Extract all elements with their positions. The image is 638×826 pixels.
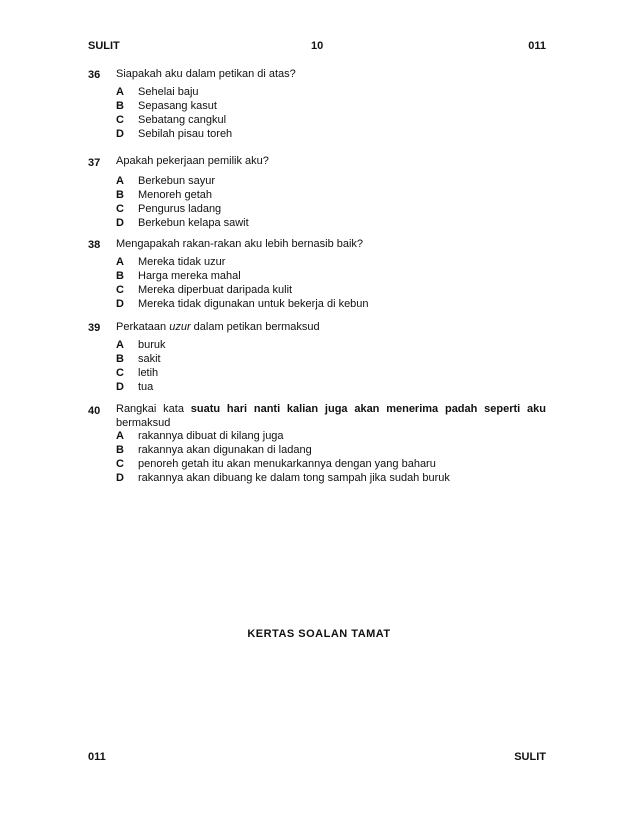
option-text: rakannya akan digunakan di ladang xyxy=(138,444,312,456)
option-text: Sebatang cangkul xyxy=(138,114,227,126)
question-text xyxy=(116,402,546,430)
question-text-part: bermaksud xyxy=(116,417,171,429)
question-text-italic: uzur xyxy=(169,321,191,333)
option-text: Sehelai baju xyxy=(138,86,199,98)
option-letter: A xyxy=(116,86,124,98)
question-number: 40 xyxy=(88,405,101,417)
option-letter: C xyxy=(116,367,124,379)
question-number: 38 xyxy=(88,239,101,251)
question-text-part: Perkataan xyxy=(116,321,170,333)
option-letter: D xyxy=(116,217,124,229)
option-text: buruk xyxy=(138,339,166,351)
question-text-bold: suatu hari nanti kalian juga akan menerima padah seperti aku xyxy=(190,403,546,415)
option-letter: C xyxy=(116,284,124,296)
option-text: Berkebun kelapa sawit xyxy=(138,217,249,229)
option-text: Harga mereka mahal xyxy=(138,270,241,282)
option-letter: B xyxy=(116,270,124,282)
option-text: Berkebun sayur xyxy=(138,175,216,187)
option-letter: D xyxy=(116,128,124,140)
option-text: rakannya akan dibuang ke dalam tong sampah jika sudah buruk xyxy=(138,472,450,484)
option-letter: B xyxy=(116,444,124,456)
footer-left: 011 xyxy=(88,751,106,763)
option-letter: C xyxy=(116,203,124,215)
option-letter: A xyxy=(116,430,124,442)
question-text: Apakah pekerjaan pemilik aku? xyxy=(116,155,269,167)
question-number: 37 xyxy=(88,157,101,169)
option-letter: B xyxy=(116,100,124,112)
option-letter: A xyxy=(116,256,124,268)
option-text: tua xyxy=(138,381,154,393)
header-right: 011 xyxy=(528,40,546,52)
page-number: 10 xyxy=(311,40,324,52)
option-letter: D xyxy=(116,472,124,484)
option-text: Sepasang kasut xyxy=(138,100,217,112)
option-letter: B xyxy=(116,189,124,201)
question-text: Siapakah aku dalam petikan di atas? xyxy=(116,68,296,80)
question-text xyxy=(116,320,320,334)
question-text: Mengapakah rakan-rakan aku lebih bernasib baik? xyxy=(116,238,364,250)
footer-right: SULIT xyxy=(514,751,546,763)
option-letter: D xyxy=(116,381,124,393)
option-text: Pengurus ladang xyxy=(138,203,222,215)
question-number: 39 xyxy=(88,322,101,334)
question-number: 36 xyxy=(88,69,101,81)
option-text: penoreh getah itu akan menukarkannya dengan yang baharu xyxy=(138,458,436,470)
option-letter: C xyxy=(116,458,124,470)
option-letter: C xyxy=(116,114,124,126)
question-text-part: dalam petikan bermaksud xyxy=(190,321,320,333)
option-letter: D xyxy=(116,298,124,310)
option-text: rakannya dibuat di kilang juga xyxy=(138,430,284,442)
option-text: sakit xyxy=(138,353,161,365)
end-of-paper-text: KERTAS SOALAN TAMAT xyxy=(247,628,391,640)
option-text: Sebilah pisau toreh xyxy=(138,128,233,140)
option-text: Mereka tidak digunakan untuk bekerja di kebun xyxy=(138,298,369,310)
option-text: Mereka tidak uzur xyxy=(138,256,226,268)
option-text: Mereka diperbuat daripada kulit xyxy=(138,284,293,296)
header-left: SULIT xyxy=(88,40,120,52)
option-letter: A xyxy=(116,175,124,187)
option-letter: A xyxy=(116,339,124,351)
option-letter: B xyxy=(116,353,124,365)
question-text-part: Rangkai kata xyxy=(116,403,191,415)
option-text: letih xyxy=(138,367,159,379)
option-text: Menoreh getah xyxy=(138,189,212,201)
